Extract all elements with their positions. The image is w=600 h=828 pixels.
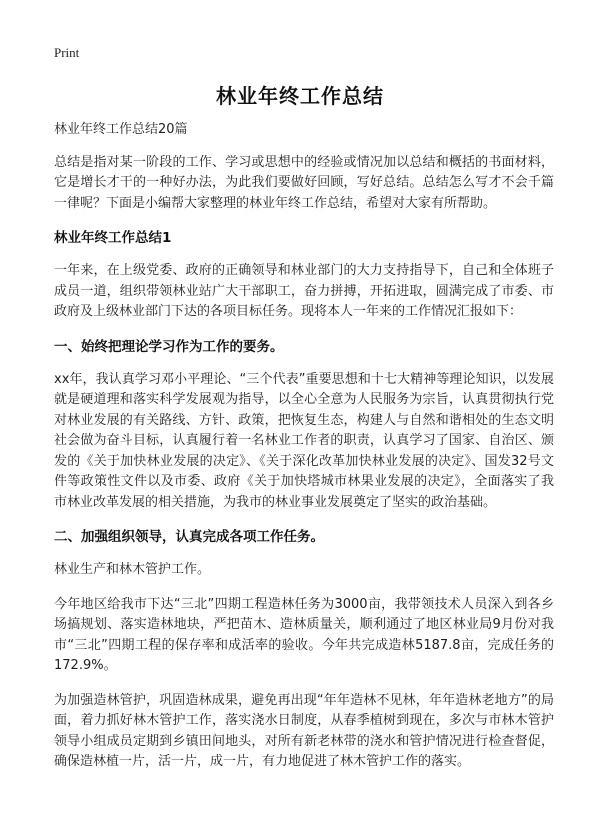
print-link[interactable]: Print bbox=[54, 45, 80, 60]
section-opening-paragraph: 一年来，在上级党委、政府的正确领导和林业部门的大力支持指导下，自己和全体班子成员一道，组织带领林业站广大干部职工，奋力拼搏，开拓进取，圆满完成了市委、市政府及上级林业部门下达的各项目标任务。现将本人一年来的工作情况汇报如下： bbox=[54, 263, 554, 319]
document-subtitle: 林业年终工作总结20篇 bbox=[54, 122, 188, 137]
management-paragraph: 为加强造林管护，巩固造林成果，避免再出现“年年造林不见林，年年造林老地方”的局面，着力抓好林木管护工作，落实浇水日制度，从春季植树到现在，多次与市林木管护领导小组成员定期到乡镇田间地头，对所有新老林带的浇水和管护情况进行检查督促，确保造林植一片，活一片，成一片，有力地促进了林木管护工作的落实。 bbox=[54, 692, 554, 769]
page-title: 林业年终工作总结 bbox=[216, 84, 384, 108]
forestry-subheading-paragraph: 林业生产和林木管护工作。 bbox=[54, 562, 211, 577]
document-body bbox=[54, 120, 554, 787]
planting-paragraph: 今年地区给我市下达“三北”四期工程造林任务为3000亩，我带领技术人员深入到各乡场搞规划、落实造林地块，严把苗木、造林质量关，顺利通过了地区林业局9月份对我市“三北”四期工程的保存率和成活率的验收。今年共完成造林5187.8亩，完成任务的172.9%。 bbox=[54, 596, 554, 673]
heading-organization: 二、加强组织领导，认真完成各项工作任务。 bbox=[54, 529, 324, 545]
heading-theory-study: 一、始终把理论学习作为工作的要务。 bbox=[54, 338, 284, 355]
theory-paragraph: xx年，我认真学习邓小平理论、“三个代表”重要思想和十七大精神等理论知识，以发展就是硬道理和落实科学发展观为指导，以全心全意为人民服务为宗旨，认真贯彻执行党对林业发展的有关路线、方针、政策，把恢复生态，构建人与自然和谐相处的生态文明社会做为奋斗目标，认真履行着一名林业工作者的职责，认真学习了国家、自治区、颁发的《关于加快林业发展的决定》、《关于深化改革加快林业发展的决定》、国发32号文件等政策性文件以及市委、政府《关于加快塔城市林果业发展的决定》，全面落实了我市林业改革发展的相关措施，为我市的林业事业发展奠定了坚实的政治基础。 bbox=[54, 371, 554, 510]
section-heading: 林业年终工作总结1 bbox=[54, 230, 172, 246]
intro-paragraph: 总结是指对某一阶段的工作、学习或思想中的经验或情况加以总结和概括的书面材料，它是增长才干的一种好办法，为此我们要做好回顾，写好总结。总结怎么写才不会千篇一律呢？下面是小编帮大家整理的林业年终工作总结，希望对大家有所帮助。 bbox=[54, 154, 554, 211]
